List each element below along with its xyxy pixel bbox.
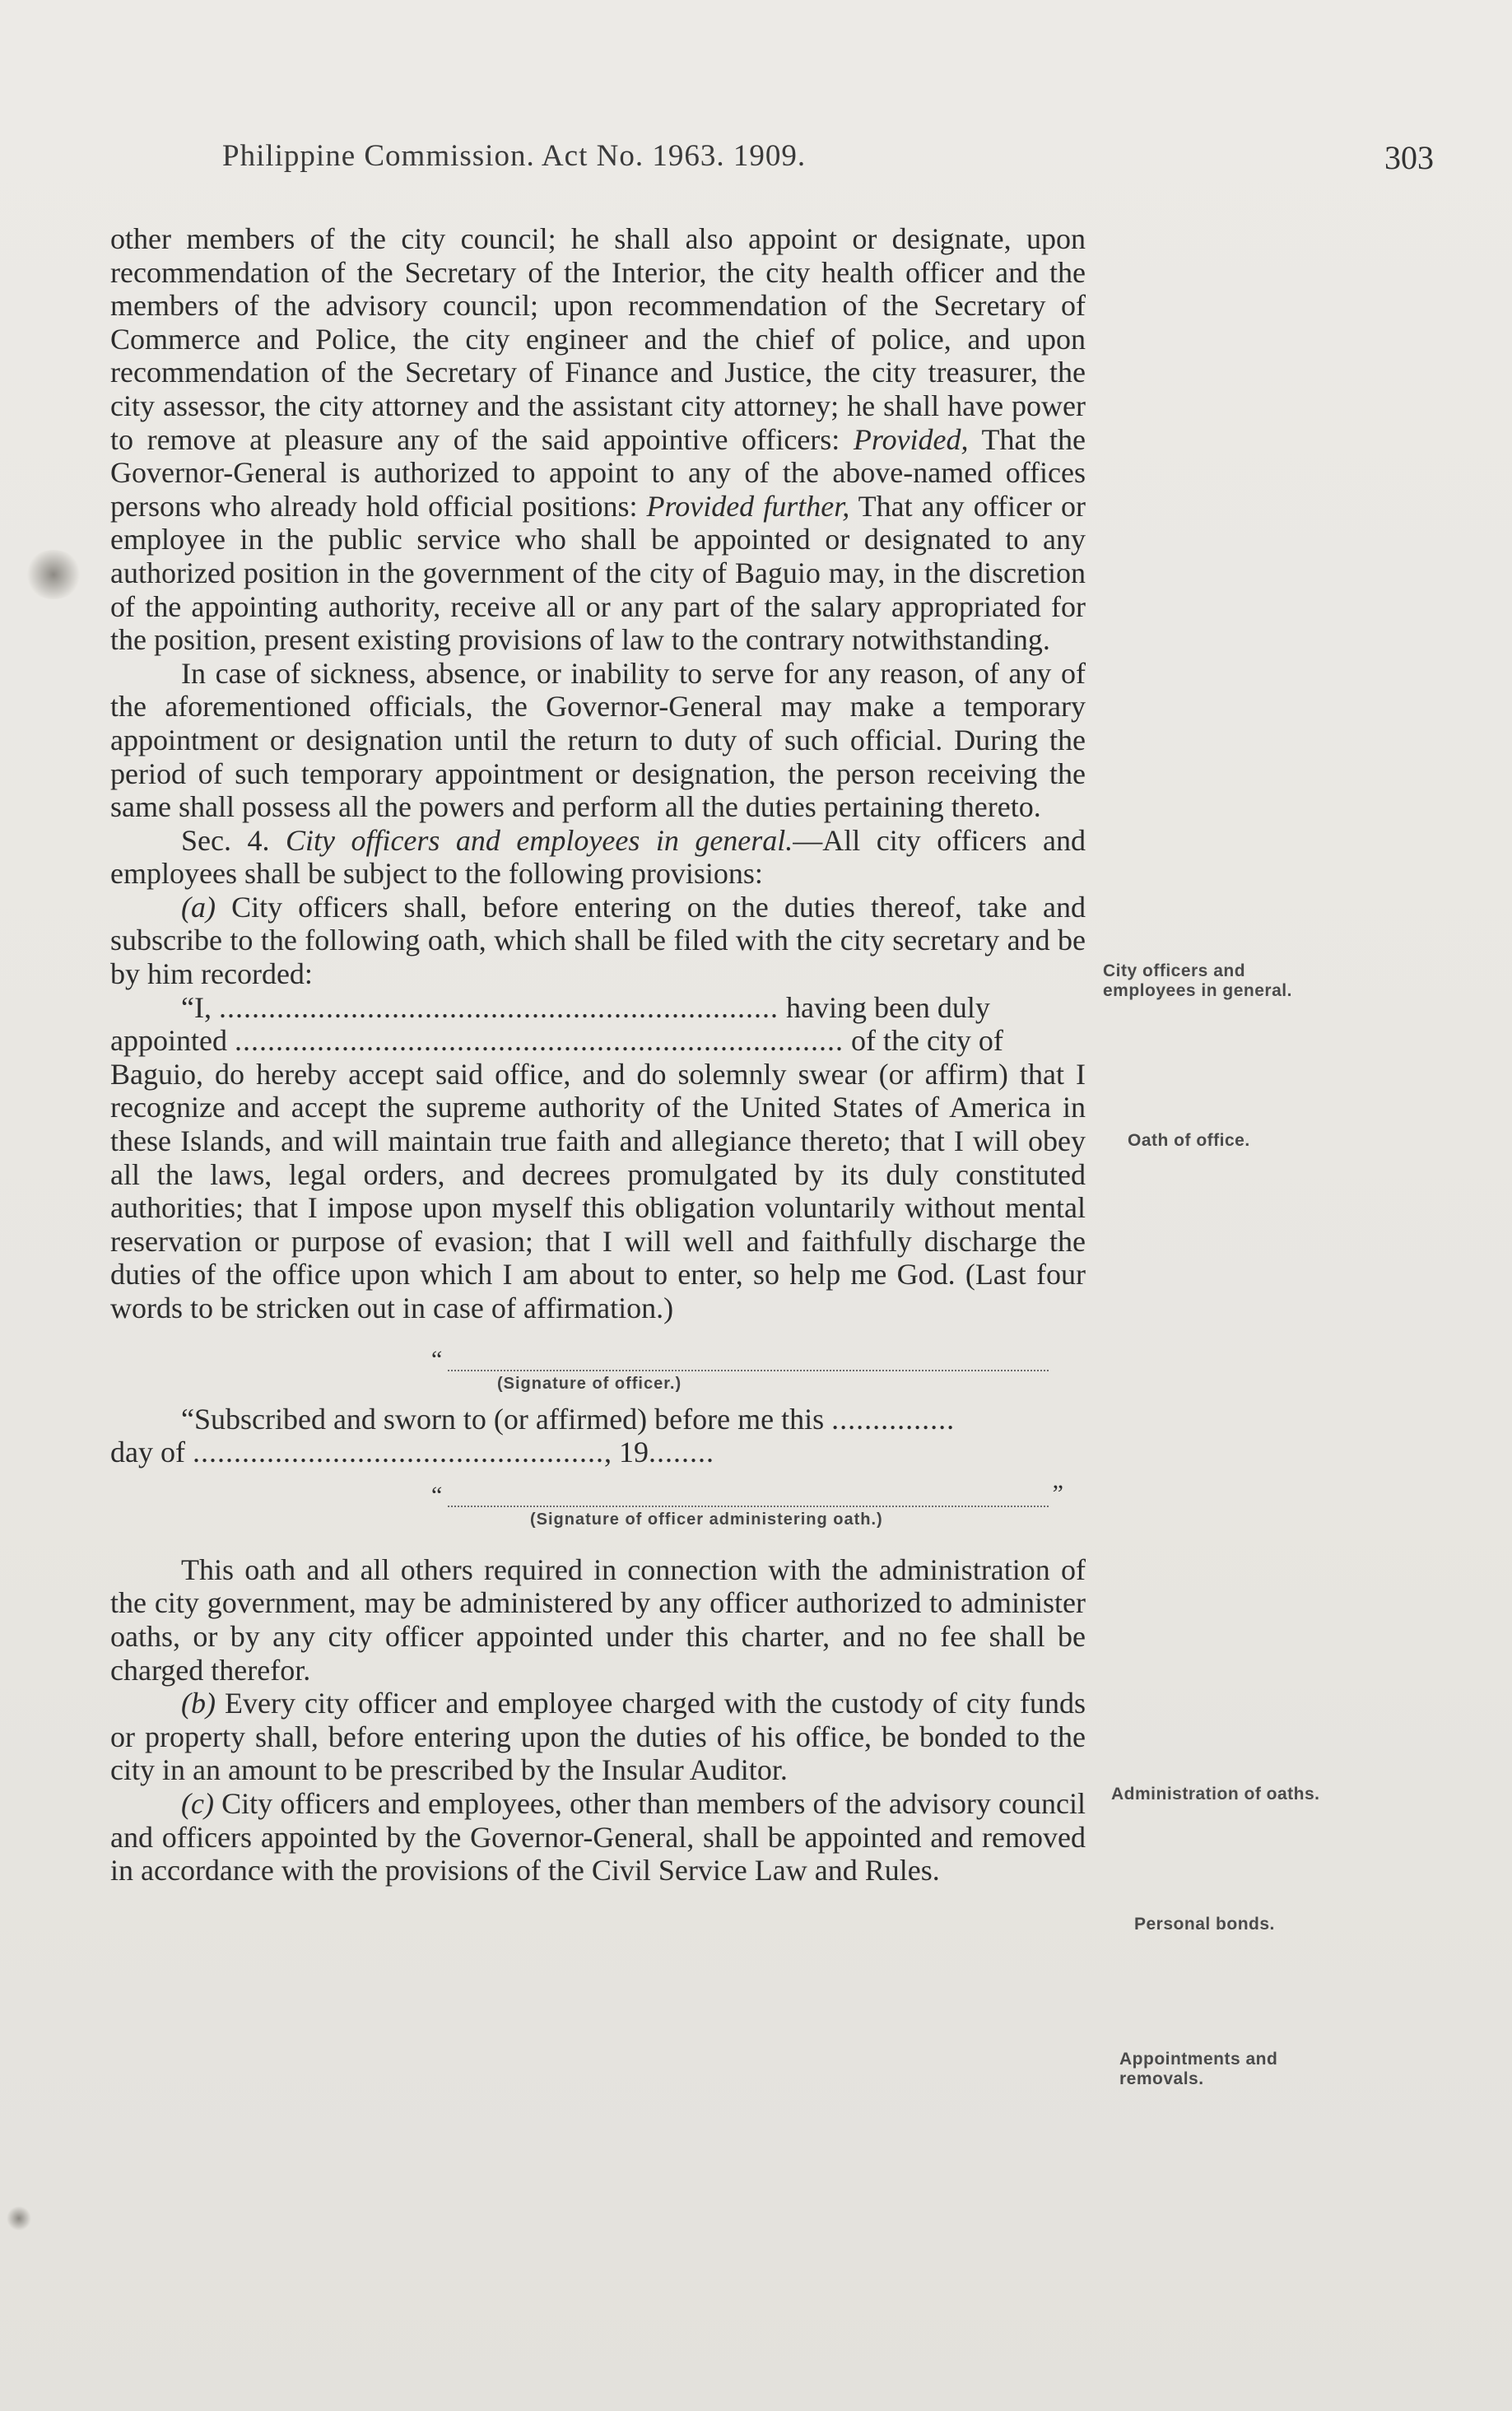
subsection-b xyxy=(110,1687,1086,1787)
margin-note-oath-of-office: Oath of office. xyxy=(1128,1131,1250,1150)
oath-line-2 xyxy=(110,1024,1086,1058)
text-span: having been duly xyxy=(785,990,990,1024)
text-span: —All city officers and employees shall be subject to the following provisions: xyxy=(110,823,1086,891)
page-number: 303 xyxy=(1384,139,1434,176)
subscribed-line xyxy=(110,1403,1086,1436)
text-span: , 19 xyxy=(603,1436,649,1469)
paragraph xyxy=(110,222,1086,657)
fill-in-blank: ............... xyxy=(831,1402,956,1436)
subsection-a xyxy=(110,891,1086,991)
fill-in-blank: .................................................. xyxy=(192,1436,604,1469)
margin-note-appointments: Appointments and removals. xyxy=(1119,2050,1278,2088)
proviso-term: Provided further, xyxy=(646,489,850,523)
quote-mark: “ xyxy=(431,1481,443,1509)
section-title: City officers and employees in general. xyxy=(285,823,793,857)
fill-in-blank: .................................................................... xyxy=(218,990,779,1024)
subscribed-date-line xyxy=(110,1436,1086,1469)
signature-caption-officer: (Signature of officer.) xyxy=(497,1374,682,1393)
proviso-term: Provided, xyxy=(853,422,969,456)
ink-smudge xyxy=(7,2206,31,2231)
fill-in-blank: ........ xyxy=(648,1436,714,1469)
ink-smudge xyxy=(25,550,82,599)
subsection-label: (a) xyxy=(181,890,216,924)
text-span: That the Governor-General is authorized to appoint to any of the above-named offices persons who already hold official positions: xyxy=(110,422,1086,523)
quote-mark: ” xyxy=(1052,1479,1063,1507)
signature-caption-administering: (Signature of officer administering oath.) xyxy=(530,1510,883,1529)
quote-mark: “ xyxy=(431,1345,443,1373)
text-span: That any officer or employee in the public service who shall be appointed or designated to any authorized position in the government of the city of Baguio may, in the discretion of the appointing authority, receive all or any part of the salary appropriated for the position, present existing provisions of law to the contrary notwithstanding. xyxy=(110,489,1086,657)
body-text xyxy=(110,222,1086,1887)
text-span: City officers and employees, other than members of the advisory council and officers appointed by the Governor-General, shall be appointed and removed in accordance with the provisions of the Civil Service Law and Rules. xyxy=(110,1786,1086,1887)
text-span: City officers shall, before entering on the duties thereof, take and subscribe to the following oath, which shall be filed with the city secretary and be by him recorded: xyxy=(110,890,1086,991)
margin-note-city-officers: City officers and employees in general. xyxy=(1103,961,1292,1000)
margin-note-personal-bonds: Personal bonds. xyxy=(1134,1915,1275,1934)
text-span: “Subscribed and sworn to (or affirmed) before me this xyxy=(181,1402,825,1436)
section-label: Sec. 4. xyxy=(181,823,270,857)
signature-line-officer xyxy=(431,1345,1049,1373)
text-span: appointed xyxy=(110,1024,227,1058)
subsection-label: (b) xyxy=(181,1687,216,1720)
oath-body: Baguio, do hereby accept said office, and do solemnly swear (or affirm) that I recognize and accept the supreme authority of the United States of America in these Islands, and will maintain true faith and allegiance thereto; that I will obey all the laws, legal orders, and decrees promulgated by its duly constituted authorities; that I impose upon myself this obligation voluntarily without mental reservation or purpose of evasion; that I will well and faithfully discharge the duties of the office upon which I am about to enter, so help me God. (Last four words to be stricken out in case of affirmation.) xyxy=(110,1057,1086,1324)
running-head: Philippine Commission. Act No. 1963. 1909. xyxy=(222,139,807,173)
administration-paragraph: This oath and all others required in connection with the administration of the city government, may be administered by any officer authorized to administer oaths, or by any city officer appointed under this charter, and no fee shall be charged therefor. xyxy=(110,1552,1086,1687)
margin-note-administration: Administration of oaths. xyxy=(1111,1785,1320,1804)
subsection-c xyxy=(110,1787,1086,1887)
signature-line-administering xyxy=(431,1479,1063,1509)
text-span: other members of the city council; he shall also appoint or designate, upon recommendation of the Secretary of the Interior, the city health officer and the members of the advisory council; upon recommendation of the Secretary of Commerce and Police, the city engineer and the chief of police, and upon recommendation of the Secretary of Finance and Justice, the city treasurer, the city assessor, the city attorney and the assistant city attorney; he shall have power to remove at pleasure any of the said appointive officers: xyxy=(110,222,1086,456)
section-4-paragraph xyxy=(110,824,1086,891)
text-span: Every city officer and employee charged with the custody of city funds or property shall, before entering upon the duties of his office, be bonded to the city in an amount to be prescribed by the Insular Auditor. xyxy=(110,1687,1086,1787)
oath-line-1 xyxy=(110,991,1086,1025)
subsection-label: (c) xyxy=(181,1786,214,1820)
text-span: of the city of xyxy=(850,1024,1003,1058)
text-span: “I, xyxy=(181,990,212,1024)
paragraph: In case of sickness, absence, or inability to serve for any reason, of any of the aforementioned officials, the Governor-General may make a temporary appointment or designation until the return to duty of such official. During the period of such temporary appointment or designation, the person receiving the same shall possess all the powers and perform all the duties pertaining thereto. xyxy=(110,656,1086,824)
text-span: day of xyxy=(110,1436,185,1469)
fill-in-blank: .......................................................................... xyxy=(234,1024,844,1058)
